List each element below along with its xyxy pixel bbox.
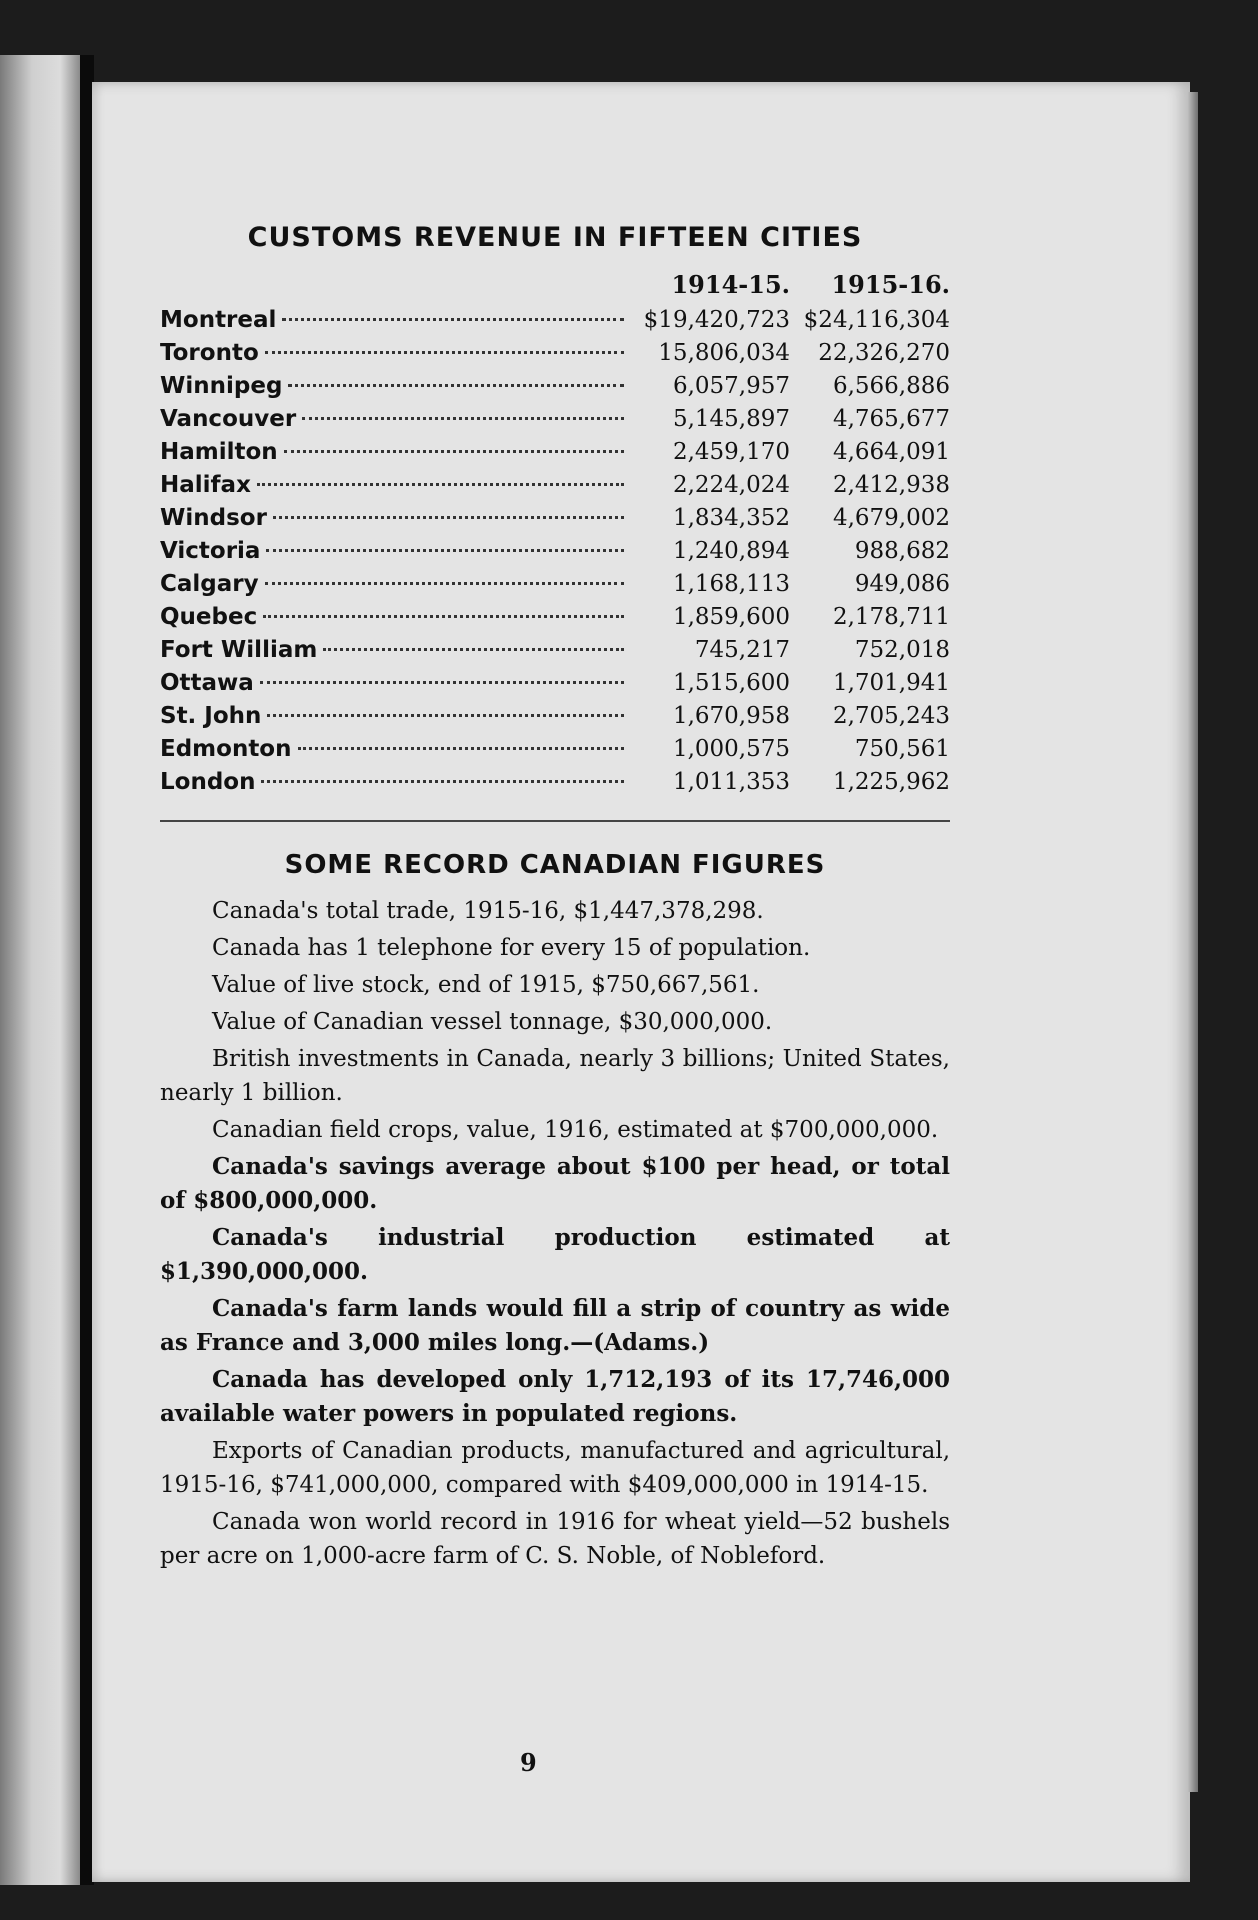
table-row — [160, 666, 950, 699]
revenue-1915-16: 4,765,677 — [832, 405, 950, 432]
revenue-1915-16: 2,178,711 — [832, 603, 950, 630]
city-header — [160, 267, 630, 303]
record-facts — [160, 894, 950, 1573]
revenue-1915-16: 752,018 — [854, 636, 950, 663]
record-fact: Exports of Canadian products, manufactured and agricultural, 1915-16, $741,000,000, compared with $409,000,000 in 1914-15. — [160, 1438, 950, 1498]
table-row — [160, 600, 950, 633]
table-row — [160, 501, 950, 534]
record-fact: British investments in Canada, nearly 3 billions; United States, nearly 1 billion. — [160, 1046, 950, 1106]
table-row — [160, 699, 950, 732]
dot-leader — [257, 483, 624, 486]
record-fact: Canada's total trade, 1915-16, $1,447,378,298. — [212, 898, 764, 924]
city-cell — [160, 732, 630, 765]
revenue-1915-16: 6,566,886 — [832, 372, 950, 399]
year-1914-15-header: 1914-15. — [671, 269, 790, 299]
revenue-1914-15: 745,217 — [694, 636, 790, 663]
revenue-1914-15: 1,834,352 — [672, 504, 790, 531]
table-row — [160, 732, 950, 765]
revenue-1914-15: 2,459,170 — [672, 438, 790, 465]
city-name: Montreal — [160, 306, 277, 333]
revenue-1914-15: 1,240,894 — [672, 537, 790, 564]
table-row — [160, 468, 950, 501]
revenue-1915-16: 22,326,270 — [818, 339, 950, 366]
customs-table — [160, 267, 950, 798]
facing-page-edge — [0, 55, 80, 1885]
record-fact: Canadian field crops, value, 1916, estimated at $700,000,000. — [212, 1117, 939, 1143]
city-name: Victoria — [160, 537, 261, 564]
city-cell — [160, 468, 630, 501]
record-title: SOME RECORD CANADIAN FIGURES — [284, 850, 826, 880]
revenue-1914-15: 2,224,024 — [672, 471, 790, 498]
section-divider — [160, 820, 950, 822]
record-fact: Canada's savings average about $100 per head, or total of $800,000,000. — [160, 1153, 950, 1214]
table-row — [160, 765, 950, 798]
city-cell — [160, 534, 630, 567]
customs-header-row — [160, 267, 950, 303]
table-row — [160, 303, 950, 336]
city-cell — [160, 567, 630, 600]
page-content — [160, 222, 950, 1576]
record-fact: Canada has developed only 1,712,193 of its 17,746,000 available water powers in populated regions. — [160, 1366, 950, 1427]
dot-leader — [263, 615, 624, 618]
dot-leader — [282, 318, 624, 321]
record-fact: Canada has 1 telephone for every 15 of population. — [212, 935, 811, 961]
record-fact: Canada's industrial production estimated at $1,390,000,000. — [160, 1224, 950, 1285]
revenue-1914-15: 5,145,897 — [672, 405, 790, 432]
city-name: Winnipeg — [160, 372, 283, 399]
dot-leader — [298, 747, 625, 750]
revenue-1914-15: 1,859,600 — [672, 603, 790, 630]
table-row — [160, 534, 950, 567]
city-name: St. John — [160, 702, 262, 729]
revenue-1915-16: 4,664,091 — [832, 438, 950, 465]
city-cell — [160, 633, 630, 666]
dot-leader — [288, 384, 624, 387]
city-name: Ottawa — [160, 669, 254, 696]
record-fact: Canada won world record in 1916 for wheat yield—52 bushels per acre on 1,000-acre farm of C. S. Noble, of Nobleford. — [160, 1509, 950, 1569]
dot-leader — [261, 780, 624, 783]
city-cell — [160, 600, 630, 633]
table-row — [160, 435, 950, 468]
city-cell — [160, 369, 630, 402]
revenue-1915-16: $24,116,304 — [803, 306, 950, 333]
revenue-1914-15: 1,515,600 — [672, 669, 790, 696]
revenue-1914-15: 1,168,113 — [672, 570, 790, 597]
city-cell — [160, 435, 630, 468]
dot-leader — [302, 417, 624, 420]
city-name: London — [160, 768, 256, 795]
revenue-1915-16: 1,701,941 — [832, 669, 950, 696]
table-row — [160, 369, 950, 402]
record-fact: Value of Canadian vessel tonnage, $30,000,000. — [212, 1009, 773, 1035]
page-edge-shadow — [1188, 92, 1198, 1792]
dot-leader — [265, 582, 624, 585]
city-cell — [160, 666, 630, 699]
customs-title: CUSTOMS REVENUE IN FIFTEEN CITIES — [247, 222, 863, 253]
revenue-1914-15: 15,806,034 — [658, 339, 790, 366]
city-cell — [160, 699, 630, 732]
year-1915-16-header: 1915-16. — [831, 269, 950, 299]
city-name: Vancouver — [160, 405, 297, 432]
record-fact: Canada's farm lands would fill a strip of country as wide as France and 3,000 miles long.—(Adams.) — [160, 1295, 950, 1356]
city-cell — [160, 501, 630, 534]
revenue-1914-15: 1,000,575 — [672, 735, 790, 762]
revenue-1914-15: 1,011,353 — [672, 768, 790, 795]
table-row — [160, 567, 950, 600]
table-row — [160, 633, 950, 666]
city-name: Windsor — [160, 504, 267, 531]
dot-leader — [273, 516, 624, 519]
dot-leader — [267, 714, 624, 717]
revenue-1915-16: 750,561 — [854, 735, 950, 762]
dot-leader — [323, 648, 624, 651]
record-fact: Value of live stock, end of 1915, $750,667,561. — [212, 972, 760, 998]
table-row — [160, 336, 950, 369]
revenue-1914-15: $19,420,723 — [643, 306, 790, 333]
revenue-1915-16: 988,682 — [854, 537, 950, 564]
city-name: Calgary — [160, 570, 259, 597]
table-row — [160, 402, 950, 435]
city-name: Fort William — [160, 636, 318, 663]
revenue-1914-15: 1,670,958 — [672, 702, 790, 729]
dot-leader — [260, 681, 624, 684]
revenue-1914-15: 6,057,957 — [672, 372, 790, 399]
revenue-1915-16: 4,679,002 — [832, 504, 950, 531]
city-cell — [160, 303, 630, 336]
city-name: Hamilton — [160, 438, 278, 465]
dot-leader — [266, 549, 624, 552]
revenue-1915-16: 949,086 — [854, 570, 950, 597]
city-name: Edmonton — [160, 735, 292, 762]
city-name: Halifax — [160, 471, 251, 498]
city-cell — [160, 402, 630, 435]
revenue-1915-16: 1,225,962 — [832, 768, 950, 795]
revenue-1915-16: 2,705,243 — [832, 702, 950, 729]
city-name: Toronto — [160, 339, 259, 366]
city-cell — [160, 336, 630, 369]
customs-table-body — [160, 303, 950, 798]
revenue-1915-16: 2,412,938 — [832, 471, 950, 498]
dot-leader — [284, 450, 624, 453]
dot-leader — [265, 351, 624, 354]
city-name: Quebec — [160, 603, 258, 630]
city-cell — [160, 765, 630, 798]
page-number: 9 — [520, 1748, 537, 1777]
